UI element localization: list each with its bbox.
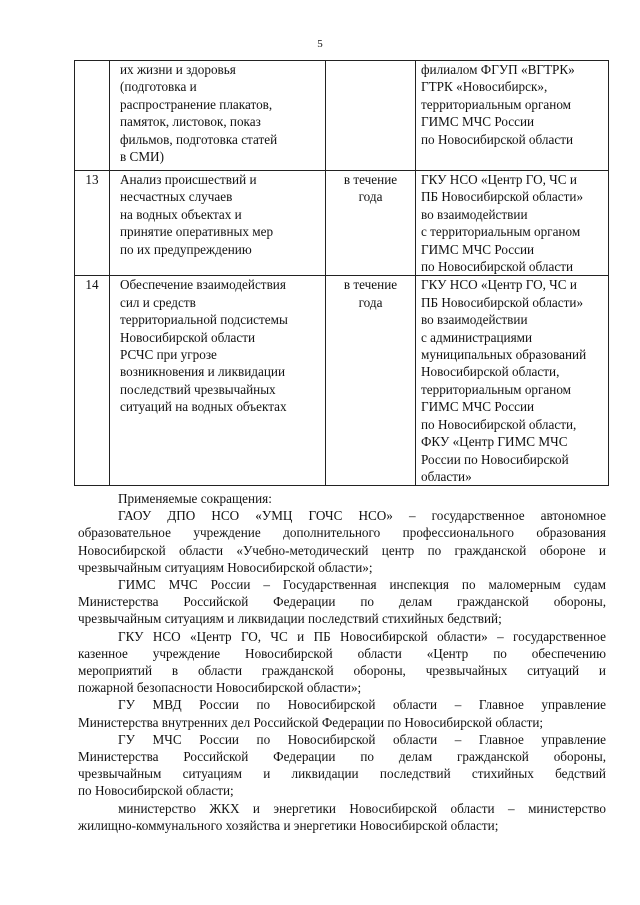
responsible-cell-line: области» <box>421 468 472 484</box>
responsible-cell-line: во взаимодействии <box>421 312 528 328</box>
responsible-cell-line: с администрациями <box>421 329 533 345</box>
abbreviation-line: Новосибирской области «Учебно-методический центр по гражданской обороне и <box>78 542 606 558</box>
responsible-cell-line: ГИМС МЧС России <box>421 114 535 130</box>
responsible-cell-line: филиалом ФГУП «ВГТРК» <box>421 62 575 77</box>
row-number-cell: 13 <box>75 171 110 276</box>
deadline-cell-line: в течение <box>343 277 398 293</box>
plan-table <box>74 60 609 486</box>
responsible-cell-line: ГКУ НСО «Центр ГО, ЧС и <box>421 172 577 187</box>
measure-cell-line: распространение плакатов, <box>120 96 273 112</box>
table-row <box>75 171 609 276</box>
responsible-cell-line: территориальным органом <box>421 381 572 397</box>
measure-cell-line: по их предупреждению <box>120 241 252 257</box>
deadline-cell <box>326 276 416 486</box>
abbreviation-line: ГАОУ ДПО НСО «УМЦ ГОЧС НСО» – государственное автономное <box>118 508 606 524</box>
responsible-cell-line: во взаимодействии <box>421 206 528 222</box>
abbreviation-line: Министерства Российской Федерации по делам гражданской обороны, <box>78 749 606 765</box>
responsible-cell-line: муниципальных образований <box>421 347 587 363</box>
abbreviations-list <box>78 507 606 834</box>
responsible-cell-line: по Новосибирской области <box>421 131 574 147</box>
responsible-cell-line: ФКУ «Центр ГИМС МЧС <box>421 434 568 450</box>
responsible-cell <box>416 61 609 171</box>
responsible-cell-line: по Новосибирской области, <box>421 416 577 432</box>
abbreviation-paragraph <box>78 696 606 730</box>
responsible-cell-line: ПБ Новосибирской области» <box>421 294 584 310</box>
abbreviations-section <box>78 490 606 834</box>
abbreviation-line: ГКУ НСО «Центр ГО, ЧС и ПБ Новосибирской области» – государственное <box>118 628 606 644</box>
abbreviation-line: ГУ МЧС России по Новосибирской области – Главное управление <box>118 731 606 747</box>
measure-cell-line: Обеспечение взаимодействия <box>120 277 286 293</box>
measure-cell-line: Новосибирской области <box>120 329 256 345</box>
abbreviation-line: Министерства внутренних дел Российской Федерации по Новосибирской области; <box>78 714 544 730</box>
measure-cell-line: РСЧС при угрозе <box>120 347 217 363</box>
measure-cell-line: их жизни и здоровья <box>120 62 236 77</box>
abbreviation-line: казенное учреждение Новосибирской области «Центр по обеспечению <box>78 645 606 661</box>
responsible-cell-line: ГИМС МЧС России <box>421 399 535 415</box>
measure-cell <box>110 61 326 171</box>
measure-cell-line: памяток, листовок, показ <box>120 114 261 130</box>
measure-cell-line: последствий чрезвычайных <box>120 381 276 397</box>
responsible-cell <box>416 276 609 486</box>
responsible-cell-line: с территориальным органом <box>421 224 581 240</box>
abbreviation-line: чрезвычайным ситуациям Новосибирской области»; <box>78 559 373 575</box>
measure-cell-line: территориальной подсистемы <box>120 312 288 328</box>
row-number-cell: 14 <box>75 276 110 486</box>
table-row <box>75 276 609 486</box>
responsible-cell-line: территориальным органом <box>421 96 572 112</box>
deadline-cell-line: года <box>358 294 383 310</box>
page-number: 5 <box>317 38 323 50</box>
abbreviation-line: ГУ МВД России по Новосибирской области – Главное управление <box>118 697 606 713</box>
measure-cell-line: в СМИ) <box>120 149 164 165</box>
deadline-cell <box>326 61 416 171</box>
abbreviation-paragraph <box>78 628 606 697</box>
measure-cell-line: Анализ происшествий и <box>120 172 257 187</box>
abbreviation-paragraph <box>78 576 606 628</box>
abbreviation-paragraph <box>78 507 606 576</box>
abbreviation-line: пожарной безопасности Новосибирской области»; <box>78 680 362 696</box>
deadline-cell-line: года <box>358 189 383 205</box>
abbreviations-heading: Применяемые сокращения: <box>118 491 272 506</box>
table-row <box>75 61 609 171</box>
measure-cell-line: на водных объектах и <box>120 206 242 222</box>
measure-cell-line: (подготовка и <box>120 79 197 95</box>
abbreviation-line: мероприятий в области гражданской обороны, чрезвычайных ситуаций и <box>78 663 606 679</box>
abbreviation-paragraph <box>78 800 606 834</box>
abbreviation-line: ГИМС МЧС России – Государственная инспекция по маломерным судам <box>118 577 606 593</box>
responsible-cell-line: Новосибирской области, <box>421 364 560 380</box>
abbreviation-line: чрезвычайным ситуациям и ликвидации последствий стихийных бедствий <box>78 766 606 782</box>
plan-table-body <box>75 61 609 486</box>
measure-cell-line: ситуаций на водных объектах <box>120 399 287 415</box>
measure-cell-line: фильмов, подготовка статей <box>120 131 278 147</box>
responsible-cell-line: России по Новосибирской <box>421 451 569 467</box>
deadline-cell <box>326 171 416 276</box>
responsible-cell-line: по Новосибирской области <box>421 259 574 275</box>
measure-cell-line: возникновения и ликвидации <box>120 364 286 380</box>
abbreviation-line: чрезвычайным ситуациям и ликвидации последствий стихийных бедствий; <box>78 611 502 627</box>
responsible-cell-line: ГИМС МЧС России <box>421 241 535 257</box>
responsible-cell <box>416 171 609 276</box>
abbreviation-line: Министерства Российской Федерации по делам гражданской обороны, <box>78 594 606 610</box>
measure-cell-line: сил и средств <box>120 294 196 310</box>
abbreviation-paragraph <box>78 731 606 800</box>
responsible-cell-line: ГКУ НСО «Центр ГО, ЧС и <box>421 277 577 293</box>
abbreviation-line: министерство ЖКХ и энергетики Новосибирской области – министерство <box>118 800 606 816</box>
abbreviation-line: образовательное учреждение дополнительного профессионального образования <box>78 525 606 541</box>
measure-cell <box>110 276 326 486</box>
measure-cell-line: принятие оперативных мер <box>120 224 274 240</box>
deadline-cell-line: в течение <box>343 172 398 187</box>
responsible-cell-line: ПБ Новосибирской области» <box>421 189 584 205</box>
abbreviation-line: жилищно-коммунального хозяйства и энергетики Новосибирской области; <box>78 817 499 833</box>
responsible-cell-line: ГТРК «Новосибирск», <box>421 79 548 95</box>
abbreviation-line: по Новосибирской области; <box>78 783 234 799</box>
measure-cell-line: несчастных случаев <box>120 189 233 205</box>
row-number-cell <box>75 61 110 171</box>
measure-cell <box>110 171 326 276</box>
